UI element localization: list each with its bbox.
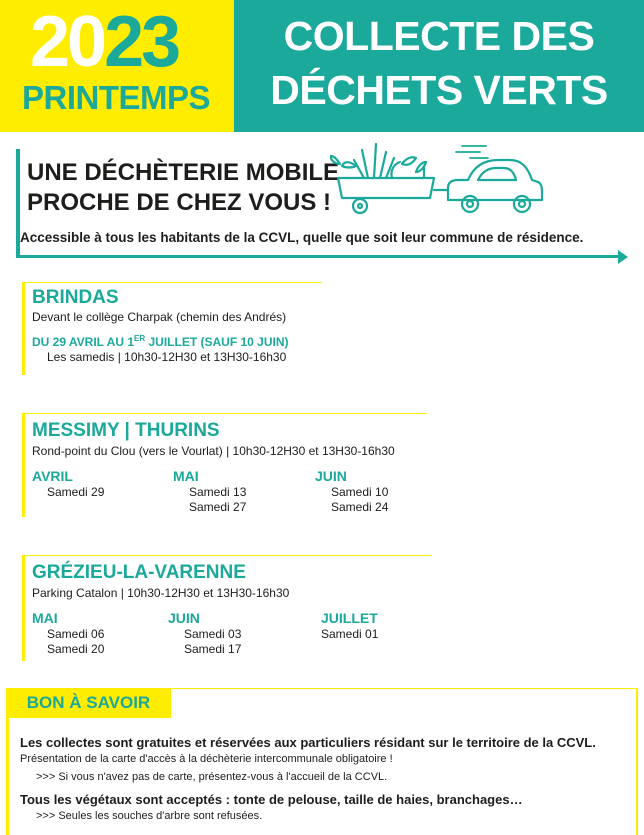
intro-subtitle: Accessible à tous les habitants de la CCVL, quelle que soit leur commune de résidence. [20, 230, 584, 245]
car-with-green-waste-trailer-icon [330, 136, 546, 220]
intro-title-line1: UNE DÉCHÈTERIE MOBILE [27, 159, 340, 186]
year-part-teal: 23 [104, 2, 179, 82]
bon-a-savoir-label: BON À SAVOIR [6, 688, 171, 718]
messimy-april-date-1: Samedi 29 [47, 485, 105, 499]
main-title-line1: COLLECTE DES [283, 13, 595, 59]
grezieu-month-july: JUILLET [321, 610, 378, 626]
messimy-month-april: AVRIL [32, 468, 73, 484]
messimy-top-line [22, 413, 427, 414]
messimy-title: MESSIMY | THURINS [32, 420, 220, 441]
bon-line-5: >>> Seules les souches d'arbre sont refusées. [36, 810, 263, 822]
brindas-period-sup: ER [134, 334, 146, 343]
grezieu-july-date-1: Samedi 01 [321, 627, 379, 641]
grezieu-june-date-2: Samedi 17 [184, 642, 242, 656]
messimy-may-date-1: Samedi 13 [189, 485, 247, 499]
brindas-period [32, 331, 289, 350]
messimy-left-bar [22, 413, 25, 517]
brindas-schedule: Les samedis | 10h30-12H30 et 13H30-16h30 [47, 350, 287, 364]
brindas-top-line [22, 282, 322, 283]
grezieu-may-date-2: Samedi 20 [47, 642, 105, 656]
season-heading: PRINTEMPS [22, 79, 211, 116]
intro-bottom-line [16, 255, 622, 258]
year-heading [30, 2, 178, 82]
messimy-location: Rond-point du Clou (vers le Vourlat) | 10h30-12H30 et 13H30-16h30 [32, 444, 395, 458]
bon-line-3: >>> Si vous n'avez pas de carte, présentez-vous à l'accueil de la CCVL. [36, 771, 388, 783]
year-part-white: 20 [30, 2, 105, 82]
bon-line-4: Tous les végétaux sont acceptés : tonte de pelouse, taille de haies, branchages… [20, 792, 523, 807]
brindas-location: Devant le collège Charpak (chemin des Andrés) [32, 310, 287, 324]
arrow-right-icon [618, 250, 628, 264]
messimy-june-date-2: Samedi 24 [331, 500, 389, 514]
grezieu-june-date-1: Samedi 03 [184, 627, 242, 641]
messimy-may-date-2: Samedi 27 [189, 500, 247, 514]
brindas-period-part2: JUILLET (SAUF 10 JUIN) [145, 335, 289, 349]
bon-line-2: Présentation de la carte d'accès à la déchèterie intercommunale obligatoire ! [20, 753, 393, 765]
brindas-left-bar [22, 282, 25, 375]
messimy-month-may: MAI [173, 468, 199, 484]
grezieu-title: GRÉZIEU-LA-VARENNE [32, 562, 246, 583]
intro-title [27, 158, 339, 218]
grezieu-top-line [22, 555, 432, 556]
brindas-title: BRINDAS [32, 287, 119, 308]
grezieu-location: Parking Catalon | 10h30-12H30 et 13H30-16h30 [32, 586, 290, 600]
bon-line-1: Les collectes sont gratuites et réservées aux particuliers résidant sur le territoire de la CCVL. [20, 735, 596, 750]
main-title-line2: DÉCHETS VERTS [270, 67, 608, 113]
intro-title-line2: PROCHE DE CHEZ VOUS ! [27, 189, 332, 216]
messimy-june-date-1: Samedi 10 [331, 485, 389, 499]
grezieu-left-bar [22, 555, 25, 661]
grezieu-month-may: MAI [32, 610, 58, 626]
messimy-month-june: JUIN [315, 468, 347, 484]
grezieu-month-june: JUIN [168, 610, 200, 626]
grezieu-may-date-1: Samedi 06 [47, 627, 105, 641]
brindas-period-part1: DU 29 AVRIL AU 1 [32, 335, 135, 349]
